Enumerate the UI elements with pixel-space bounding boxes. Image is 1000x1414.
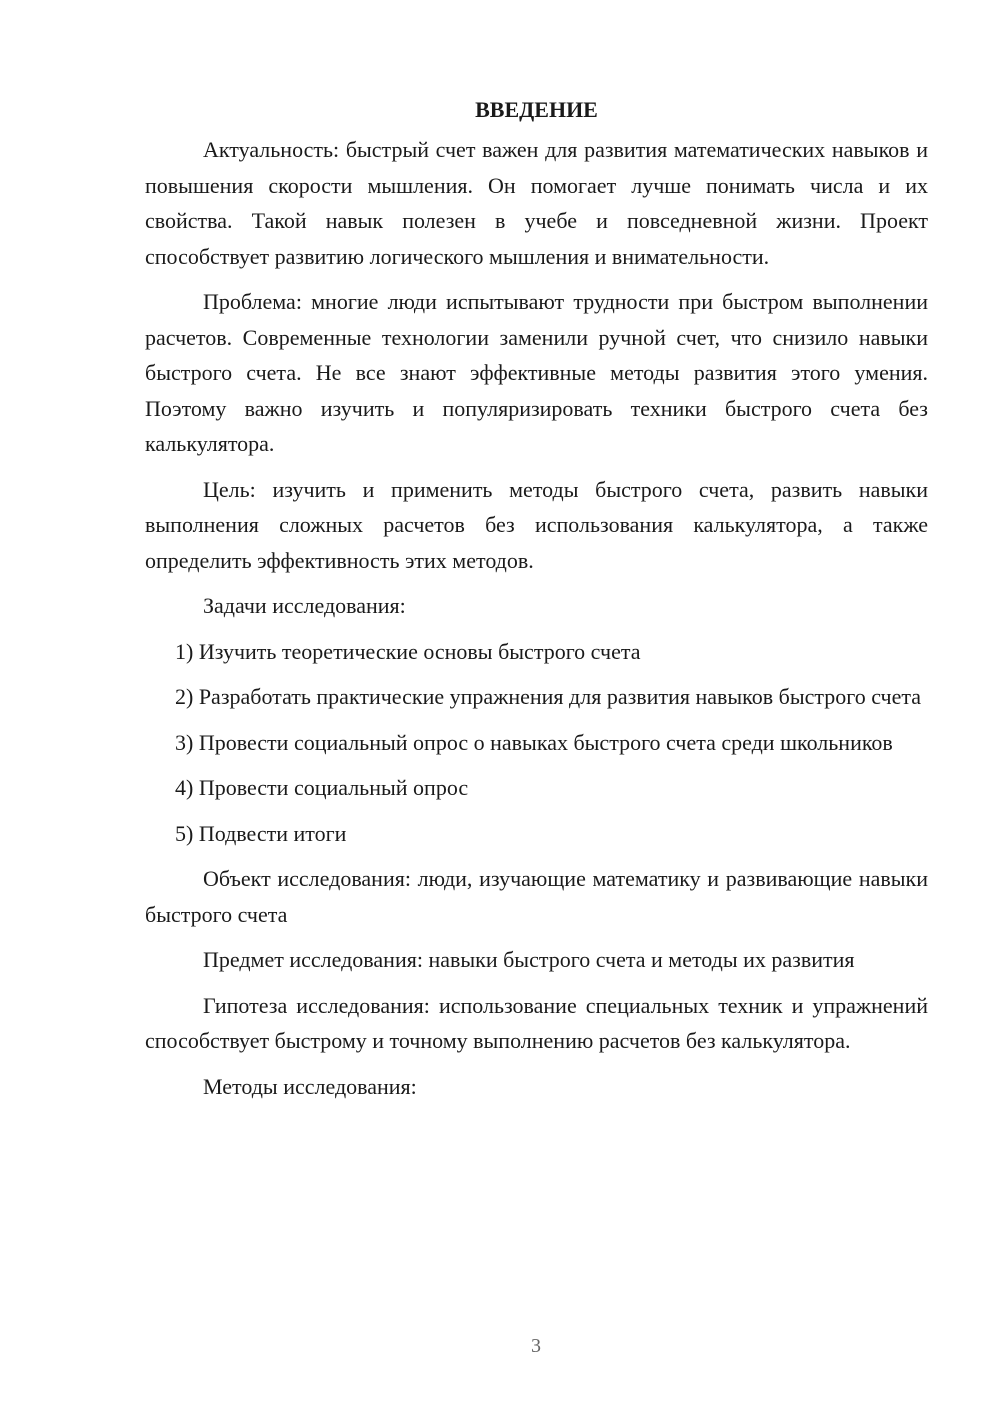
task-item-1: 1) Изучить теоретические основы быстрого счета — [175, 638, 641, 664]
document-page — [145, 92, 928, 1114]
methods-heading: Методы исследования: — [203, 1073, 417, 1099]
task-item-4: 4) Провести социальный опрос — [175, 775, 469, 800]
section-heading: ВВЕДЕНИЕ — [475, 97, 598, 122]
page-number: 3 — [531, 1335, 541, 1357]
tasks-heading: Задачи исследования: — [203, 593, 406, 618]
relevance-paragraph: Актуальность: быстрый счет важен для развития математических навыков и повышения скорости мышления. Он помогает лучше понимать числа и их свойства. Такой навык полезен в учебе и повседневной жизни. Проект способствует развитию логического мышления и внимательности. — [145, 137, 928, 269]
problem-paragraph: Проблема: многие люди испытывают трудности при быстром выполнении расчетов. Современные технологии заменили ручной счет, что снизило навыки быстрого счета. Не все знают эффективные методы развития этого умения. Поэтому важно изучить и популяризировать техники быстрого счета без калькулятора. — [145, 289, 928, 456]
task-item-5: 5) Подвести итоги — [175, 820, 347, 846]
task-item-3: 3) Провести социальный опрос о навыках быстрого счета среди школьников — [175, 729, 893, 755]
goal-paragraph: Цель: изучить и применить методы быстрого счета, развить навыки выполнения сложных расчетов без использования калькулятора, а также определить эффективность этих методов. — [145, 476, 928, 573]
task-item-2: 2) Разработать практические упражнения для развития навыков быстрого счета — [175, 684, 922, 709]
hypothesis-paragraph: Гипотеза исследования: использование специальных техник и упражнений способствует быстрому и точному выполнению расчетов без калькулятора. — [145, 992, 928, 1053]
object-paragraph: Объект исследования: люди, изучающие математику и развивающие навыки быстрого счета — [145, 866, 928, 927]
subject-paragraph: Предмет исследования: навыки быстрого счета и методы их развития — [203, 947, 855, 972]
